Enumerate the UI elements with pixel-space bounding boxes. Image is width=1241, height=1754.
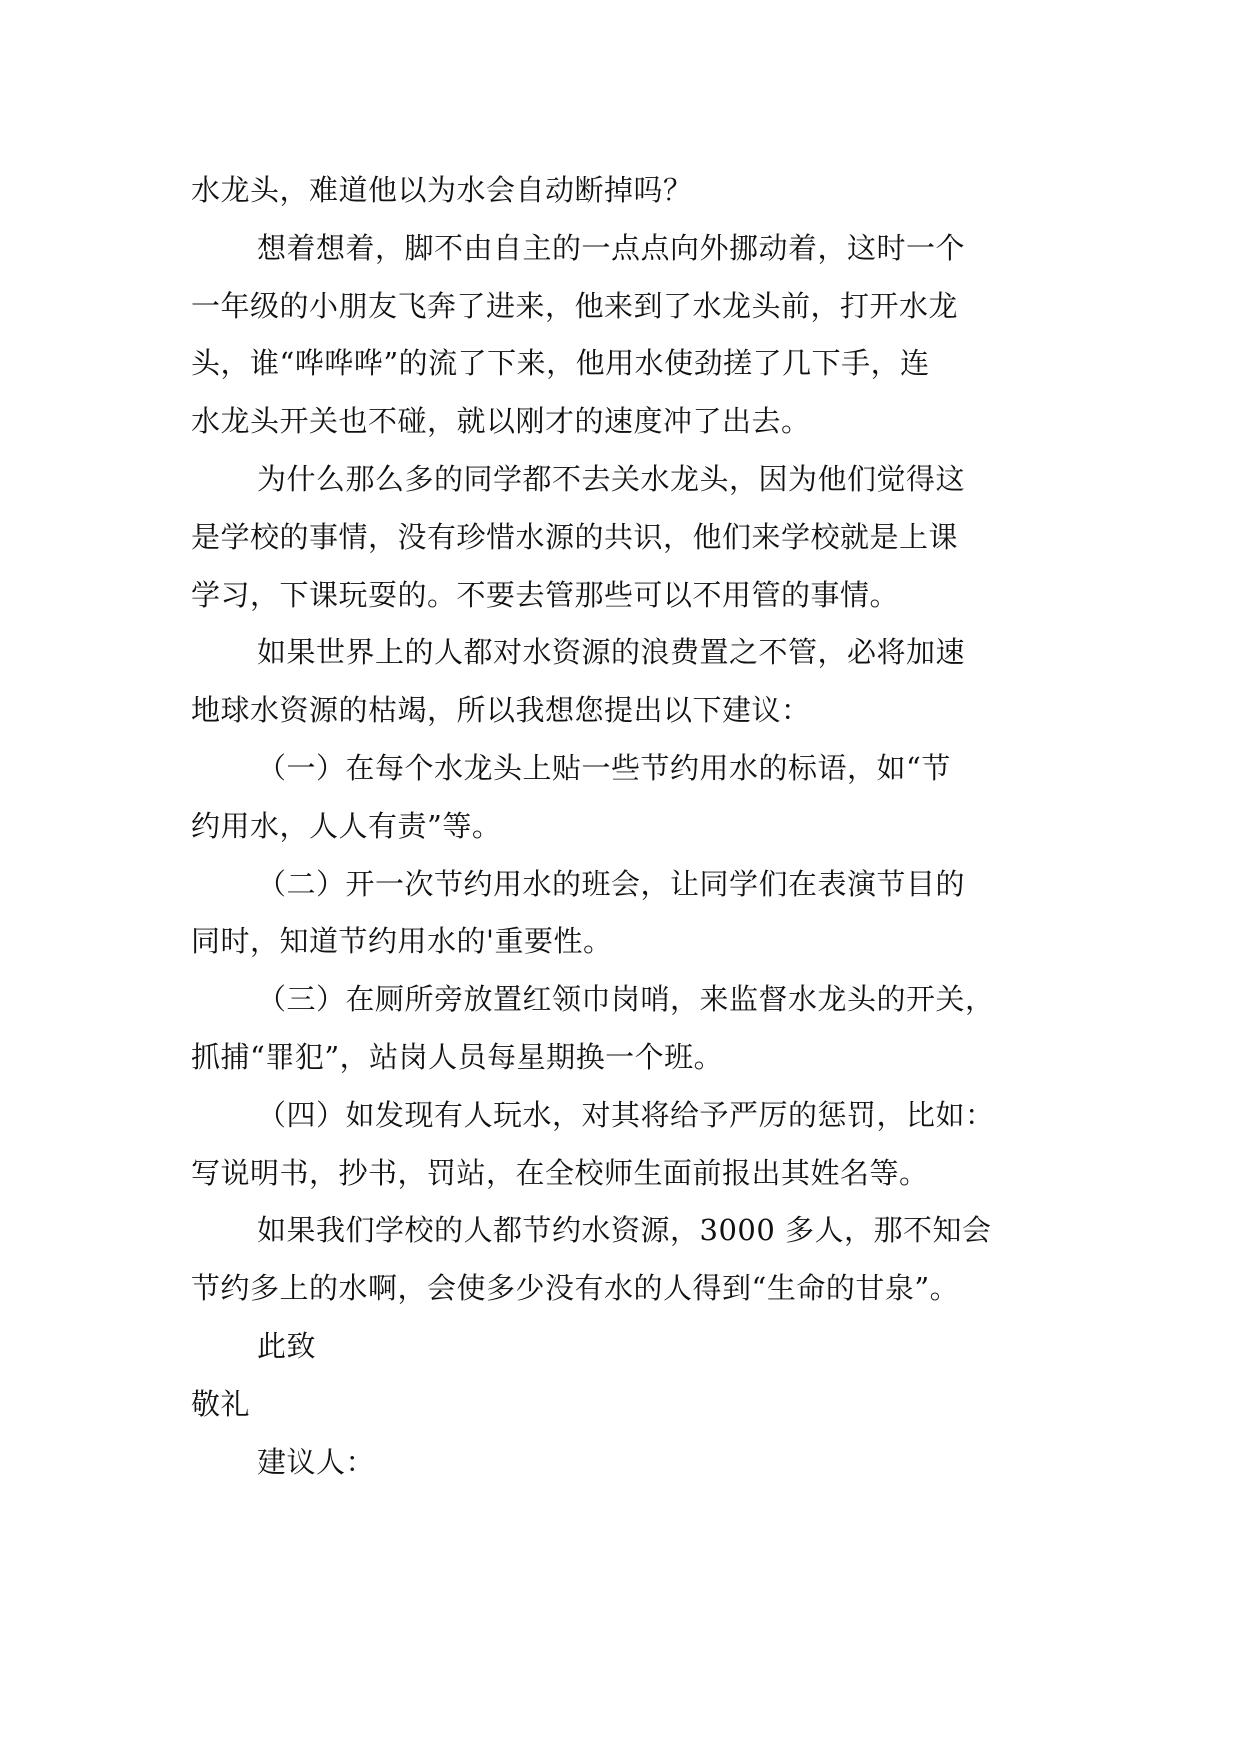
- text-line: 学习，下课玩耍的。不要去管那些可以不用管的事情。: [191, 577, 900, 612]
- text-line: 如果我们学校的人都节约水资源，3000 多人，那不知会: [257, 1213, 992, 1248]
- suggestion-2: （二）开一次节约用水的班会，让同学们在表演节目的: [257, 866, 966, 901]
- closing-regards: 敬礼: [191, 1386, 251, 1421]
- text-line: 约用水，人人有责”等。: [191, 808, 502, 843]
- text-line: 同时，知道节约用水的'重要性。: [191, 924, 613, 959]
- text-line: 如果世界上的人都对水资源的浪费置之不管，必将加速: [257, 635, 966, 670]
- text-line: 水龙头，难道他以为水会自动断掉吗？: [191, 173, 693, 207]
- text-line: 头，谁“哗哗哗”的流了下来，他用水使劲搓了几下手，连: [191, 346, 930, 381]
- text-line: 节约多上的水啊，会使多少没有水的人得到“生命的甘泉”。: [191, 1271, 960, 1306]
- suggestion-4: （四）如发现有人玩水，对其将给予严厉的惩罚，比如：: [257, 1097, 995, 1132]
- text-line: 想着想着，脚不由自主的一点点向外挪动着，这时一个: [257, 230, 966, 265]
- text-line: 水龙头开关也不碰，就以刚才的速度冲了出去。: [191, 404, 811, 439]
- text-line: 地球水资源的枯竭，所以我想您提出以下建议：: [191, 693, 811, 728]
- text-line: 为什么那么多的同学都不去关水龙头，因为他们觉得这: [257, 461, 966, 496]
- closing-salutation: 此致: [257, 1328, 317, 1363]
- suggestion-3: （三）在厕所旁放置红领巾岗哨，来监督水龙头的开关，: [257, 982, 995, 1017]
- signature-label: 建议人：: [257, 1444, 376, 1479]
- text-line: 写说明书，抄书，罚站，在全校师生面前报出其姓名等。: [191, 1155, 929, 1190]
- letter-body: [191, 162, 1071, 1491]
- suggestion-1: （一）在每个水龙头上贴一些节约用水的标语，如“节: [257, 750, 951, 785]
- text-line: 一年级的小朋友飞奔了进来，他来到了水龙头前，打开水龙: [191, 288, 959, 323]
- text-line: 是学校的事情，没有珍惜水源的共识，他们来学校就是上课: [191, 519, 959, 554]
- text-line: 抓捕“罪犯”，站岗人员每星期换一个班。: [191, 1039, 724, 1074]
